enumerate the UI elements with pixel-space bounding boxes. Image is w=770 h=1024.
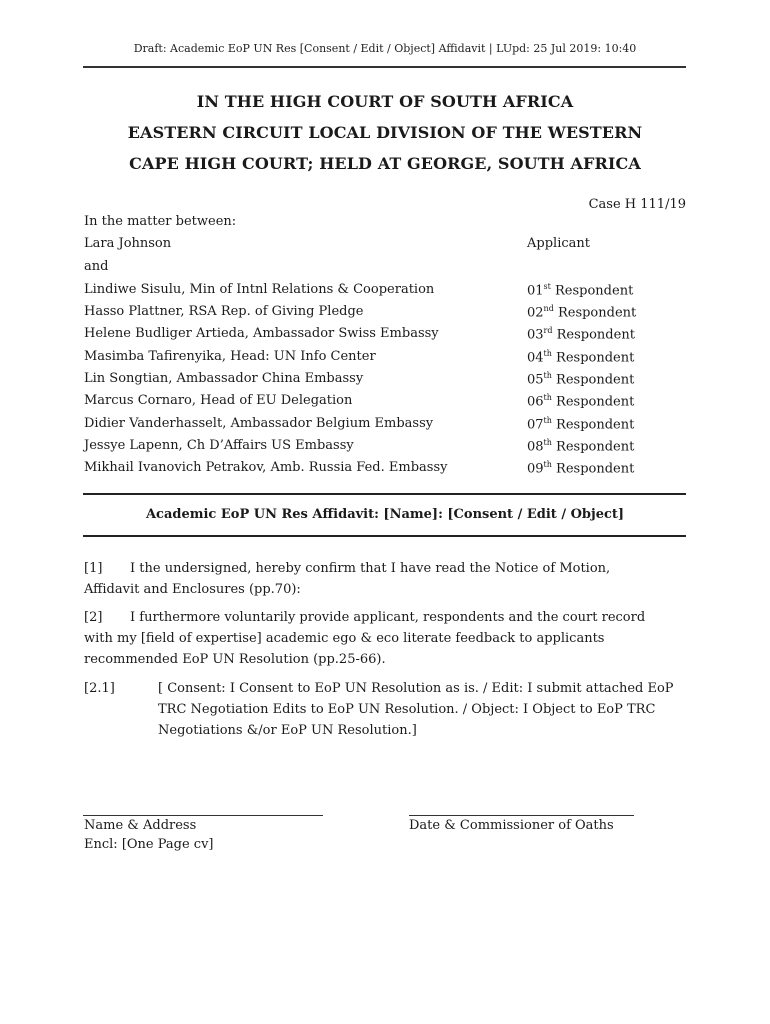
respondent-row bbox=[84, 349, 684, 371]
sub-paragraph-number: [2.1] bbox=[84, 681, 115, 696]
enclosure-note: Encl: [One Page cv] bbox=[84, 837, 214, 852]
respondent-name: Marcus Cornaro, Head of EU Delegation bbox=[84, 393, 353, 408]
respondent-role: 09th Respondent bbox=[527, 460, 635, 477]
applicant-name: Lara Johnson bbox=[84, 236, 172, 251]
court-title bbox=[0, 86, 770, 179]
case-number: Case H 111/19 bbox=[588, 197, 686, 212]
court-title-line-3: CAPE HIGH COURT; HELD AT GEORGE, SOUTH AFRICA bbox=[129, 154, 641, 173]
respondent-name: Didier Vanderhasselt, Ambassador Belgium Embassy bbox=[84, 416, 434, 431]
respondent-row bbox=[84, 416, 684, 438]
respondent-name: Lin Songtian, Ambassador China Embassy bbox=[84, 371, 364, 386]
respondent-role: 01st Respondent bbox=[527, 282, 634, 299]
affidavit-title: Academic EoP UN Res Affidavit: [Name]: [Consent / Edit / Object] bbox=[145, 507, 625, 522]
and-label: and bbox=[84, 259, 109, 274]
respondent-role: 07th Respondent bbox=[527, 416, 635, 433]
respondent-role: 08th Respondent bbox=[527, 438, 635, 455]
respondent-row bbox=[84, 393, 684, 415]
paragraph-text: I the undersigned, hereby confirm that I have read the Notice of Motion, Affidavit and Enclosures (pp.70): bbox=[84, 561, 611, 597]
respondent-row bbox=[84, 460, 684, 482]
signature-line-left bbox=[83, 815, 323, 816]
respondent-name: Lindiwe Sisulu, Min of Intnl Relations & Cooperation bbox=[84, 282, 435, 297]
court-title-line-1: IN THE HIGH COURT OF SOUTH AFRICA bbox=[196, 92, 574, 111]
paragraph-text: I furthermore voluntarily provide applicant, respondents and the court record with my [field of expertise] academic ego & eco literate feedback to applicants recommended EoP UN Resolution (pp.25-66). bbox=[84, 610, 646, 667]
header-rule bbox=[83, 66, 686, 68]
respondent-role: 05th Respondent bbox=[527, 371, 635, 388]
respondent-role: 03rd Respondent bbox=[527, 326, 635, 343]
respondent-role: 06th Respondent bbox=[527, 393, 635, 410]
draft-header: Draft: Academic EoP UN Res [Consent / Edit / Object] Affidavit | LUpd: 25 Jul 2019: 10:40 bbox=[133, 42, 637, 55]
paragraph-number: [2] bbox=[84, 610, 103, 625]
respondent-role: 02nd Respondent bbox=[527, 304, 637, 321]
sub-paragraph-text: [ Consent: I Consent to EoP UN Resolution as is. / Edit: I submit attached EoP TRC Negotiation Edits to EoP UN Resolution. / Object: I Object to EoP TRC Negotiations &/or EoP UN Resolution.] bbox=[158, 681, 674, 738]
respondent-row bbox=[84, 371, 684, 393]
paragraph-2 bbox=[84, 607, 664, 670]
respondent-name: Jessye Lapenn, Ch D’Affairs US Embassy bbox=[84, 438, 354, 453]
respondent-name: Mikhail Ivanovich Petrakov, Amb. Russia Fed. Embassy bbox=[84, 460, 448, 475]
signature-label-date: Date & Commissioner of Oaths bbox=[409, 818, 614, 833]
court-title-line-2: EASTERN CIRCUIT LOCAL DIVISION OF THE WESTERN bbox=[127, 123, 643, 142]
section-rule-bottom bbox=[83, 535, 686, 537]
respondent-name: Hasso Plattner, RSA Rep. of Giving Pledge bbox=[84, 304, 364, 319]
paragraph-1 bbox=[84, 558, 664, 600]
respondent-row bbox=[84, 304, 684, 326]
applicant-row bbox=[84, 236, 684, 258]
signature-line-right bbox=[409, 815, 634, 816]
respondent-row bbox=[84, 326, 684, 348]
respondent-row bbox=[84, 438, 684, 460]
respondent-name: Helene Budliger Artieda, Ambassador Swiss Embassy bbox=[84, 326, 439, 341]
matter-label: In the matter between: bbox=[84, 214, 237, 229]
signature-label-name: Name & Address bbox=[84, 818, 197, 833]
section-rule-top bbox=[83, 493, 686, 495]
paragraph-number: [1] bbox=[84, 561, 103, 576]
applicant-role: Applicant bbox=[527, 236, 590, 251]
respondent-row bbox=[84, 282, 684, 304]
respondent-name: Masimba Tafirenyika, Head: UN Info Center bbox=[84, 349, 376, 364]
respondent-role: 04th Respondent bbox=[527, 349, 635, 366]
